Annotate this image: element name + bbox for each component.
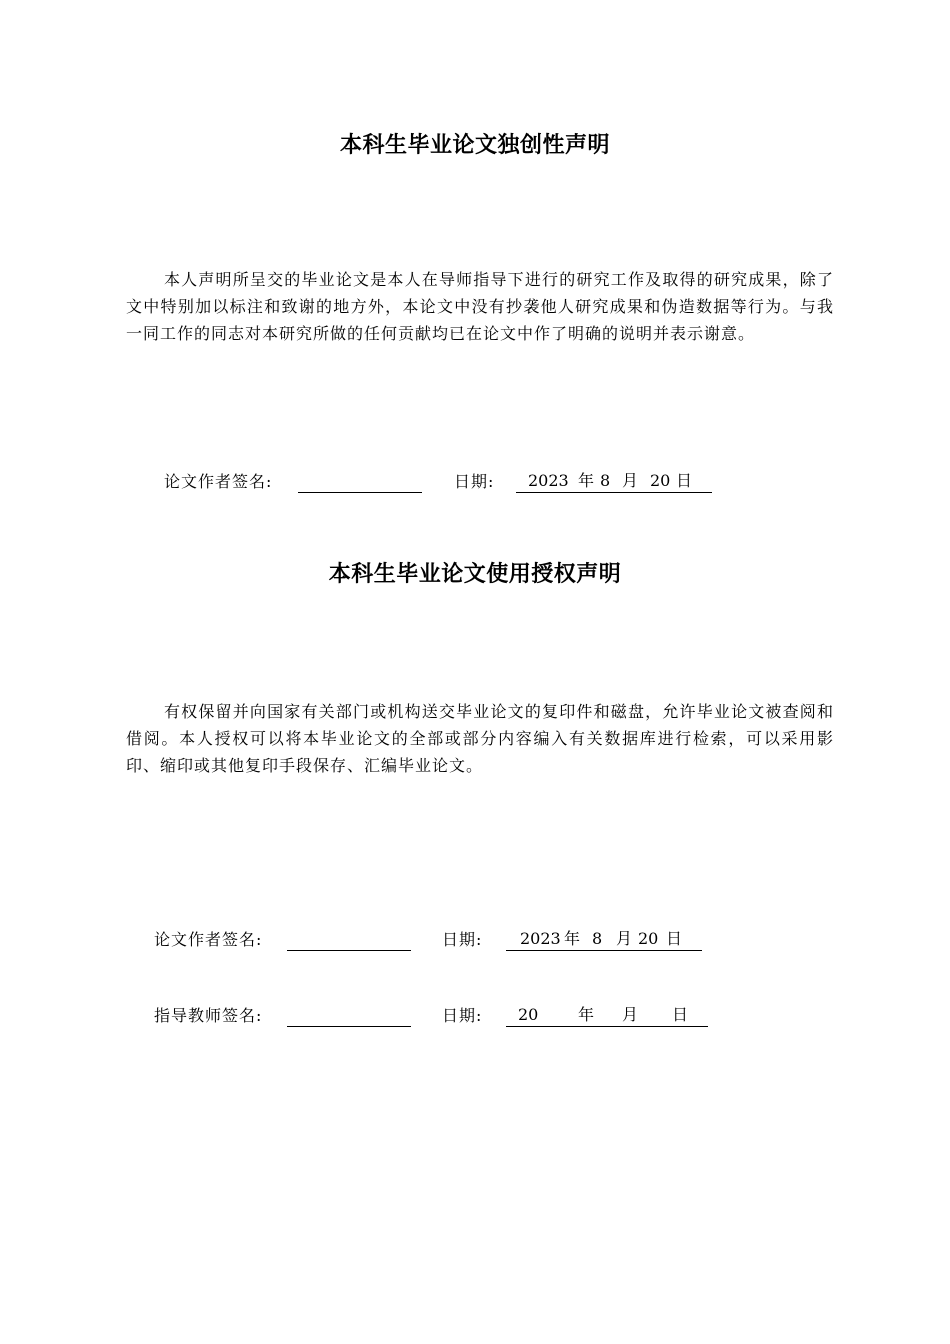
author-signature-row-2 <box>154 928 724 952</box>
author-signature-line[interactable] <box>298 470 422 493</box>
date-label: 日期: <box>442 1006 483 1025</box>
date-year: 20 <box>518 1005 539 1024</box>
date-month-unit: 月 <box>622 1005 639 1024</box>
date-year-unit: 年 <box>578 471 595 490</box>
originality-declaration-title: 本科生毕业论文独创性声明 <box>339 133 610 158</box>
date-month-unit: 月 <box>622 471 639 490</box>
usage-authorization-body: 有权保留并向国家有关部门或机构送交毕业论文的复印件和磁盘，允许毕业论文被查阅和借阅。本人授权可以将本毕业论文的全部或部分内容编入有关数据库进行检索，可以采用影印、缩印或其他复印手段保存、汇编毕业论文。 <box>126 702 834 775</box>
author-signature-line[interactable] <box>287 928 411 951</box>
date-field[interactable] <box>516 470 712 493</box>
author-signature-row-1 <box>164 470 724 494</box>
date-day: 20 <box>650 471 671 490</box>
date-day-unit: 日 <box>676 471 693 490</box>
date-year: 2023 <box>520 929 561 948</box>
author-signature-label: 论文作者签名: <box>164 472 273 491</box>
date-year-unit: 年 <box>564 929 581 948</box>
date-field[interactable] <box>506 1004 708 1027</box>
date-field[interactable] <box>506 928 702 951</box>
advisor-signature-label: 指导教师签名: <box>154 1006 263 1025</box>
date-label: 日期: <box>454 472 495 491</box>
date-month-unit: 月 <box>616 929 633 948</box>
date-year: 2023 <box>528 471 569 490</box>
date-day-unit: 日 <box>672 1005 689 1024</box>
date-day: 20 <box>638 929 659 948</box>
author-signature-label: 论文作者签名: <box>154 930 263 949</box>
originality-declaration-body: 本人声明所呈交的毕业论文是本人在导师指导下进行的研究工作及取得的研究成果，除了文中特别加以标注和致谢的地方外，本论文中没有抄袭他人研究成果和伪造数据等行为。与我一同工作的同志对本研究所做的任何贡献均已在论文中作了明确的说明并表示谢意。 <box>126 270 834 343</box>
advisor-signature-line[interactable] <box>287 1004 411 1027</box>
date-month: 8 <box>592 929 603 948</box>
usage-authorization-title: 本科生毕业论文使用授权声明 <box>328 562 622 587</box>
date-day-unit: 日 <box>666 929 683 948</box>
date-year-unit: 年 <box>578 1005 595 1024</box>
date-month: 8 <box>600 471 611 490</box>
date-label: 日期: <box>442 930 483 949</box>
advisor-signature-row <box>154 1004 724 1028</box>
